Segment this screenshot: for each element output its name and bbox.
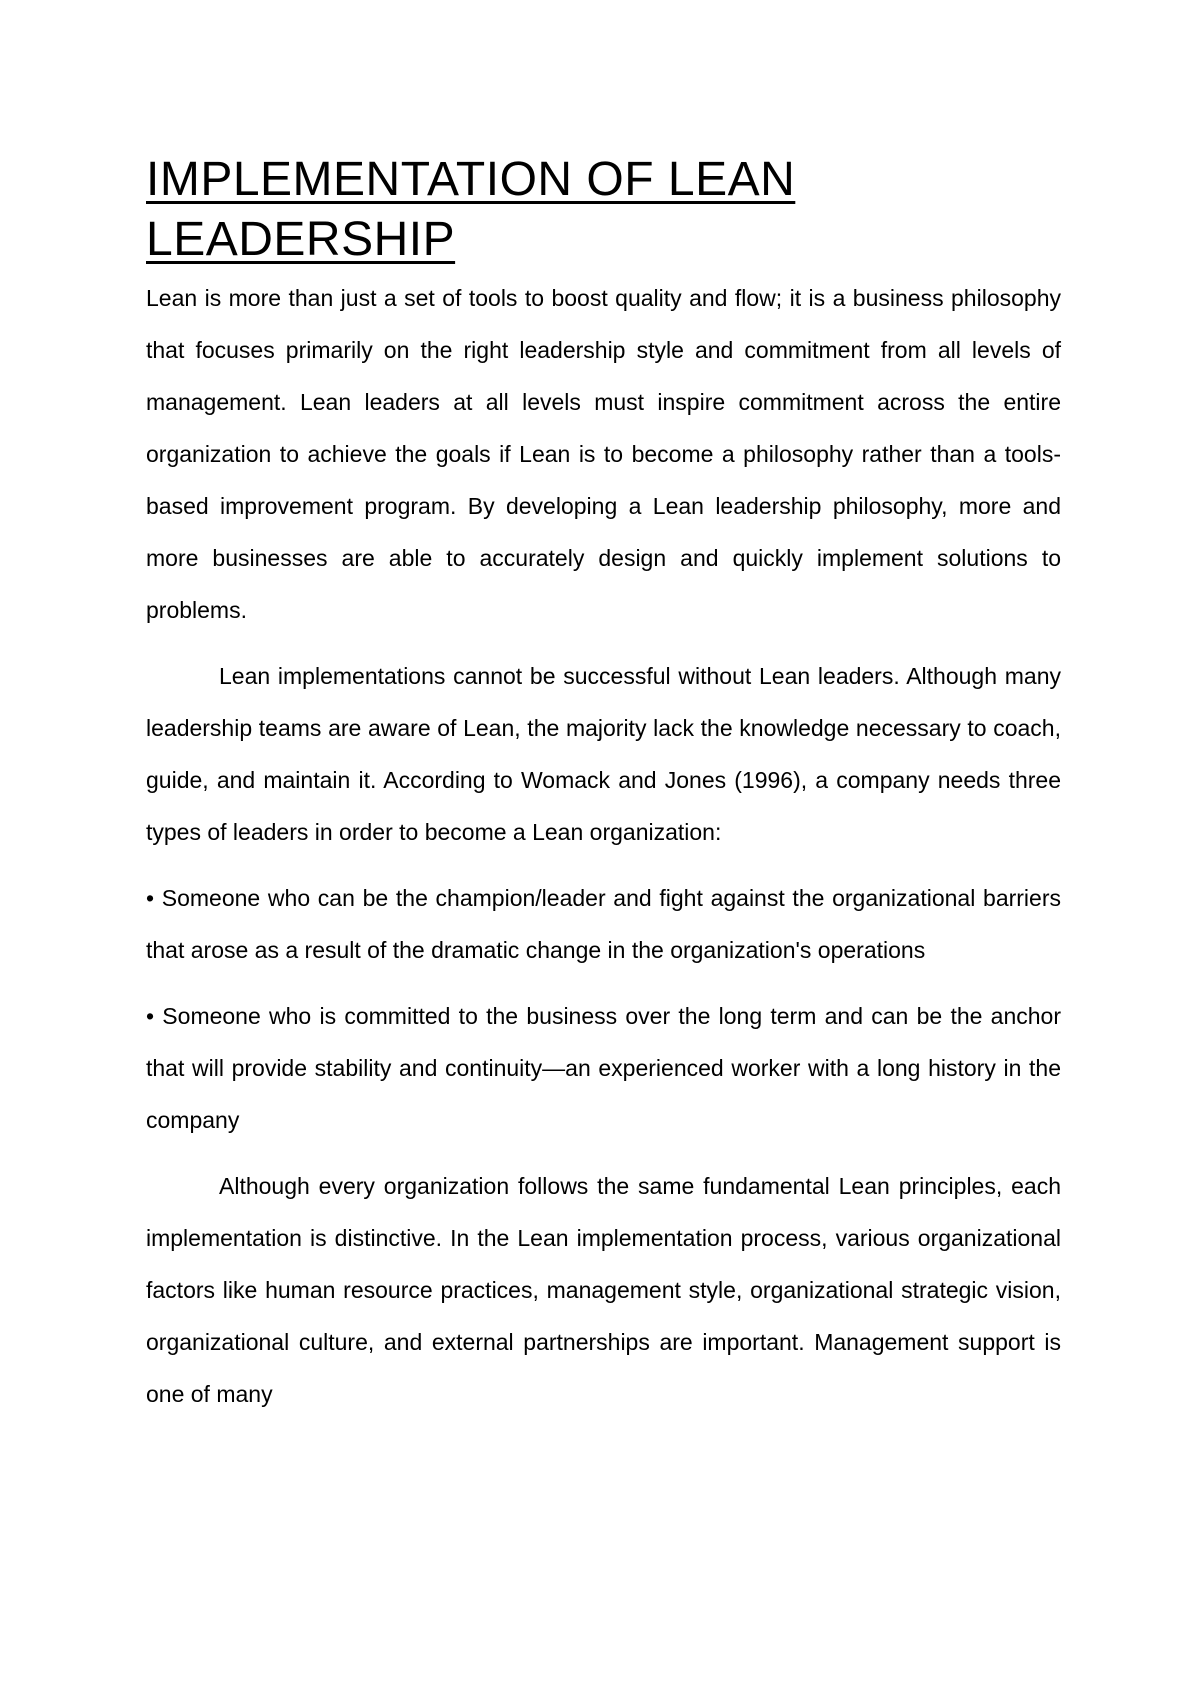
title-line-2: LEADERSHIP (146, 213, 456, 266)
title-line-1: IMPLEMENTATION OF LEAN (146, 153, 796, 206)
document-title (146, 150, 1061, 270)
paragraph-implementation: Although every organization follows the same fundamental Lean principles, each implementation is distinctive. In the Lean implementation process, various organizational factors like human resource practices, management style, organizational strategic vision, organizational culture, and external partnerships are important. Management support is one of many (146, 1173, 1061, 1407)
bullet-item-champion: • Someone who can be the champion/leader and fight against the organizational barriers that arose as a result of the dramatic change in the organization's operations (146, 885, 1061, 963)
bullet-item-anchor: • Someone who is committed to the business over the long term and can be the anchor that will provide stability and continuity—an experienced worker with a long history in the company (146, 1003, 1061, 1133)
paragraph-leaders: Lean implementations cannot be successful without Lean leaders. Although many leadership teams are aware of Lean, the majority lack the knowledge necessary to coach, guide, and maintain it. According to Womack and Jones (1996), a company needs three types of leaders in order to become a Lean organization: (146, 663, 1061, 845)
document-body (146, 150, 1061, 1420)
paragraph-intro: Lean is more than just a set of tools to boost quality and flow; it is a business philosophy that focuses primarily on the right leadership style and commitment from all levels of management. Lean leaders at all levels must inspire commitment across the entire organization to achieve the goals if Lean is to become a philosophy rather than a tools-based improvement program. By developing a Lean leadership philosophy, more and more businesses are able to accurately design and quickly implement solutions to problems. (146, 285, 1061, 623)
